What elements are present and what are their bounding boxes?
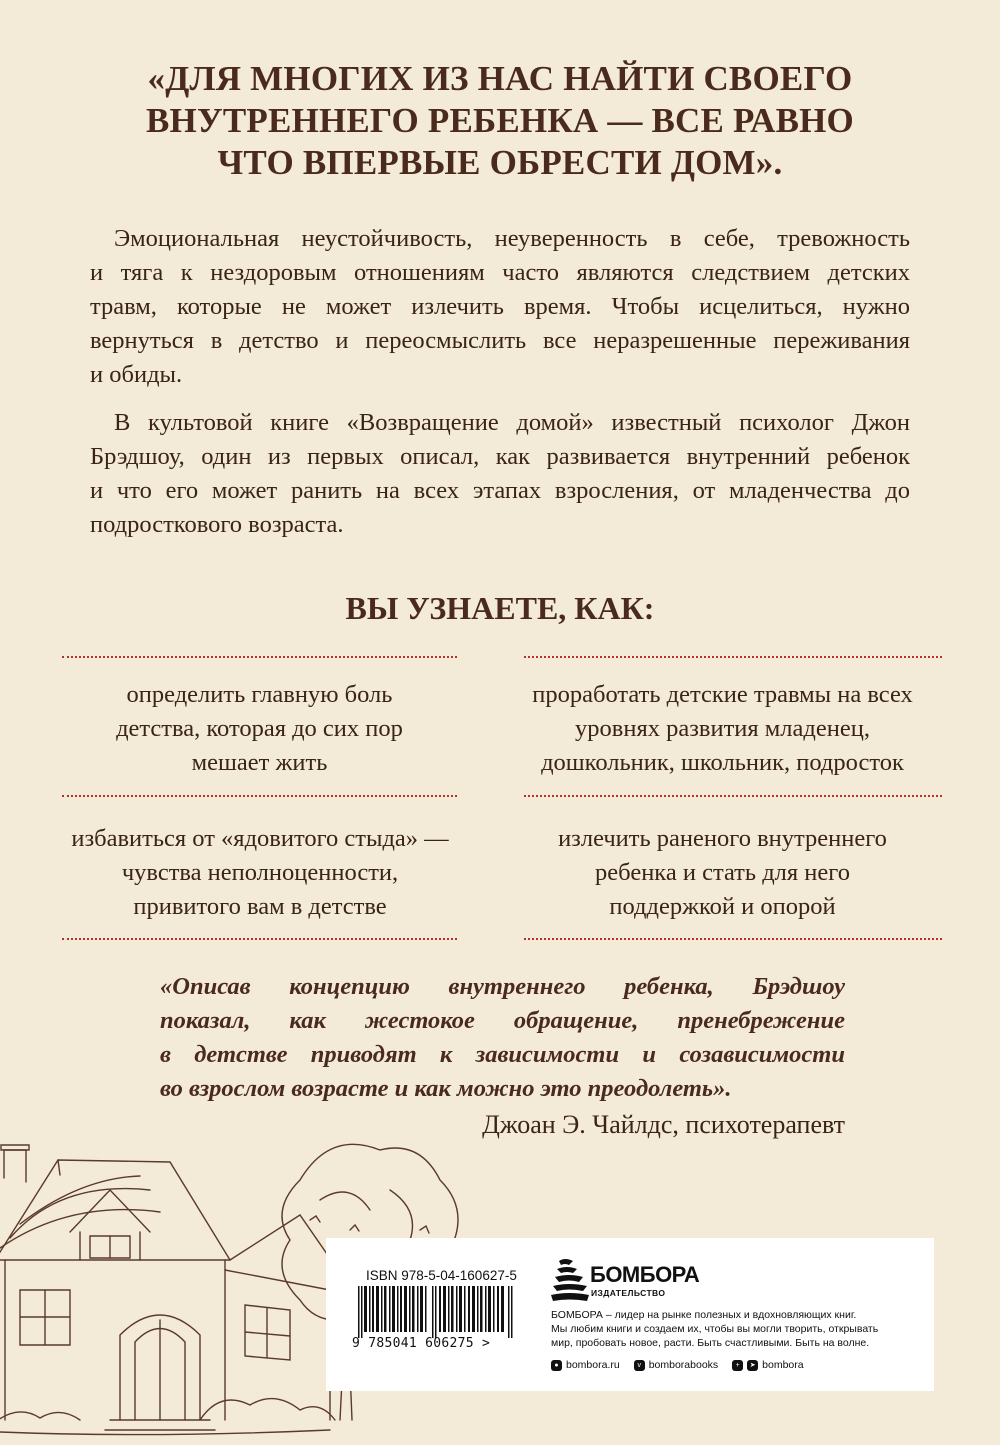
telegram-icon: ➤	[747, 1360, 758, 1371]
benefit-point-4	[500, 822, 945, 924]
headline-line: ЧТО ВПЕРВЫЕ ОБРЕСТИ ДОМ».	[217, 143, 783, 182]
point-line: дошкольник, школьник, подросток	[541, 749, 904, 776]
publisher-name: БОМБОРА	[590, 1262, 700, 1287]
social-vk[interactable]	[634, 1359, 718, 1371]
point-line: мешает жить	[191, 749, 328, 776]
social-website[interactable]	[551, 1359, 620, 1371]
bombora-logo-icon	[551, 1257, 589, 1303]
point-line: чувства неполноценности,	[121, 859, 399, 886]
learn-title: ВЫ УЗНАЕТЕ, КАК:	[345, 590, 655, 626]
text-line: и обиды.	[90, 361, 183, 388]
benefit-point-3	[50, 822, 470, 924]
social-label: bombora.ru	[566, 1359, 620, 1371]
publisher-description	[551, 1308, 911, 1350]
point-line: проработать детские травмы на всех	[532, 681, 913, 708]
text-line: Мы любим книги и создаем их, чтобы вы могли творить, открывать	[551, 1323, 879, 1335]
dotted-divider	[524, 795, 942, 797]
point-line: избавиться от «ядовитого стыда» —	[71, 825, 449, 852]
text-line: Эмоциональная неустойчивость, неуверенность в себе, тревожность	[114, 225, 910, 252]
barcode-number: 9 785041 606275 >	[352, 1336, 491, 1351]
text-line: и что его может ранить на всех этапах взросления, от младенчества до	[90, 477, 910, 504]
headline-line: ВНУТРЕННЕГО РЕБЕНКА — ВСЕ РАВНО	[146, 101, 854, 140]
quote-line: во взрослом возрасте и как можно это преодолеть».	[160, 1075, 732, 1102]
description-paragraph-1	[90, 222, 910, 392]
point-line: привитого вам в детстве	[133, 893, 387, 920]
social-label: bomborabooks	[648, 1359, 719, 1371]
text-line: и тяга к нездоровым отношениям часто являются следствием детских	[90, 259, 910, 286]
point-line: излечить раненого внутреннего	[558, 825, 887, 852]
point-line: детства, которая до сих пор	[116, 715, 403, 742]
text-line: В культовой книге «Возвращение домой» известный психолог Джон	[114, 409, 910, 436]
messenger-icon: +	[732, 1360, 743, 1371]
quote-line: «Описав концепцию внутреннего ребенка, Брэдшоу	[160, 973, 845, 1000]
dotted-divider	[62, 795, 457, 797]
website-icon: ●	[551, 1360, 562, 1371]
point-line: ребенка и стать для него	[595, 859, 850, 886]
quote-author: Джоан Э. Чайлдс, психотерапевт	[482, 1110, 845, 1139]
text-line: вернуться в детство и переосмыслить все неразрешенные переживания	[90, 327, 910, 354]
social-links	[551, 1359, 818, 1371]
text-line: подросткового возраста.	[90, 511, 344, 538]
quote-line: в детстве приводят к зависимости и созависимости	[160, 1041, 845, 1068]
text-line: травм, которые не может излечить время. Чтобы исцелиться, нужно	[90, 293, 910, 320]
dotted-divider	[62, 656, 457, 658]
vk-icon: v	[634, 1360, 645, 1371]
point-line: поддержкой и опорой	[609, 893, 836, 920]
social-messenger[interactable]	[732, 1359, 803, 1371]
text-line: Брэдшоу, один из первых описал, как развивается внутренний ребенок	[90, 443, 910, 470]
point-line: определить главную боль	[126, 681, 393, 708]
isbn-text: ISBN 978-5-04-160627-5	[366, 1268, 517, 1283]
text-line: мир, пробовать новое, расти. Быть счастливыми. Быть на волне.	[551, 1337, 870, 1349]
headline-quote	[90, 58, 910, 184]
barcode-image	[358, 1286, 518, 1338]
publisher-subtitle: ИЗДАТЕЛЬСТВО	[591, 1288, 666, 1298]
benefit-point-1	[62, 678, 457, 780]
text-line: БОМБОРА – лидер на рынке полезных и вдохновляющих книг.	[551, 1309, 857, 1321]
description-paragraph-2	[90, 406, 910, 542]
point-line: уровнях развития младенец,	[575, 715, 870, 742]
dotted-divider	[62, 938, 457, 940]
dotted-divider	[524, 938, 942, 940]
testimonial-quote	[160, 970, 845, 1106]
dotted-divider	[524, 656, 942, 658]
social-label: bombora	[762, 1359, 804, 1371]
quote-line: показал, как жестокое обращение, пренебрежение	[160, 1007, 845, 1034]
headline-line: «ДЛЯ МНОГИХ ИЗ НАС НАЙТИ СВОЕГО	[147, 59, 853, 98]
benefit-point-2	[500, 678, 945, 780]
